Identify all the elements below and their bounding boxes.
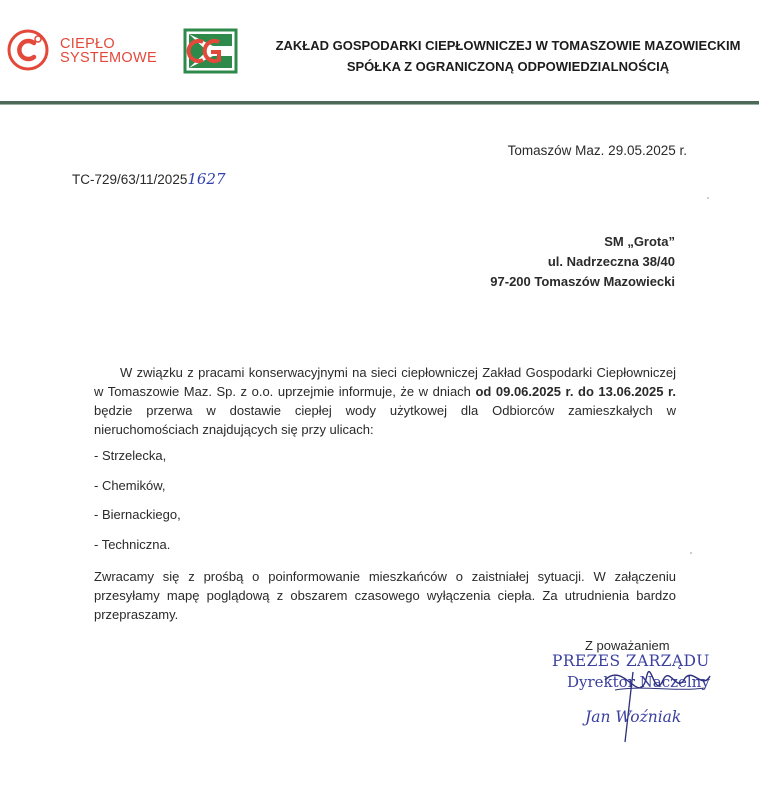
regards: Z poważaniem	[585, 638, 670, 653]
scan-speck	[707, 197, 709, 199]
signature-icon	[585, 650, 725, 745]
brand-line2: SYSTEMOWE	[60, 50, 157, 66]
list-item: - Strzelecka,	[94, 448, 167, 463]
zgc-logo-icon	[183, 28, 238, 74]
ciepło-systemowe-logo-icon	[6, 28, 50, 72]
notice-paragraph	[94, 363, 676, 439]
street-list	[94, 448, 181, 566]
reference-handwritten: 1627	[187, 170, 226, 188]
request-paragraph: Zwracamy się z prośbą o poinformowanie mieszkańców o zaistniałej sytuacji. W załączeniu przesyłamy mapę poglądową z obszarem czasowego wyłączenia ciepła. Za utrudnienia bardzo przepraszamy.	[94, 569, 676, 622]
stamp-title: PREZES ZARZĄDU	[552, 652, 710, 670]
brand-line1: CIEPŁO	[60, 36, 115, 52]
scan-speck	[690, 552, 692, 554]
reference-number	[72, 170, 226, 189]
recipient-address	[490, 232, 675, 292]
company-name	[258, 35, 758, 77]
notice-text-start: W związku z pracami konserwacyjnymi na sieci ciepłowniczej Zakład Gospodarki Ciepłowniczej w Tomaszowie Maz. Sp. z o.o. uprzejmie informuje, że w dniach	[94, 365, 676, 399]
header-divider-thin	[0, 104, 759, 105]
recipient-name: SM „Grota”	[604, 234, 675, 249]
list-item: - Techniczna.	[94, 536, 171, 552]
outage-dates: od 09.06.2025 r. do 13.06.2025 r.	[475, 384, 676, 399]
notice-text-end: będzie przerwa w dostawie ciepłej wody użytkowej dla Odbiorców zamieszkałych w nieruchomościach znajdujących się przy ulicach:	[94, 403, 676, 437]
recipient-city: 97-200 Tomaszów Mazowiecki	[490, 274, 675, 289]
company-name-line2: SPÓŁKA Z OGRANICZONĄ ODPOWIEDZIALNOŚCIĄ	[346, 59, 670, 74]
list-item: - Biernackiego,	[94, 507, 181, 522]
stamp-subtitle: Dyrektor Naczelny	[567, 673, 710, 691]
company-name-line1: ZAKŁAD GOSPODARKI CIEPŁOWNICZEJ W TOMASZOWIE MAZOWIECKIM	[275, 38, 741, 53]
list-item: - Chemików,	[94, 477, 166, 493]
recipient-street: ul. Nadrzeczna 38/40	[547, 254, 675, 269]
brand-name	[60, 37, 157, 65]
letter-date: Tomaszów Maz. 29.05.2025 r.	[507, 143, 687, 158]
signer-name: Jan Woźniak	[585, 708, 682, 726]
reference-printed: TC-729/63/11/2025	[72, 172, 188, 187]
